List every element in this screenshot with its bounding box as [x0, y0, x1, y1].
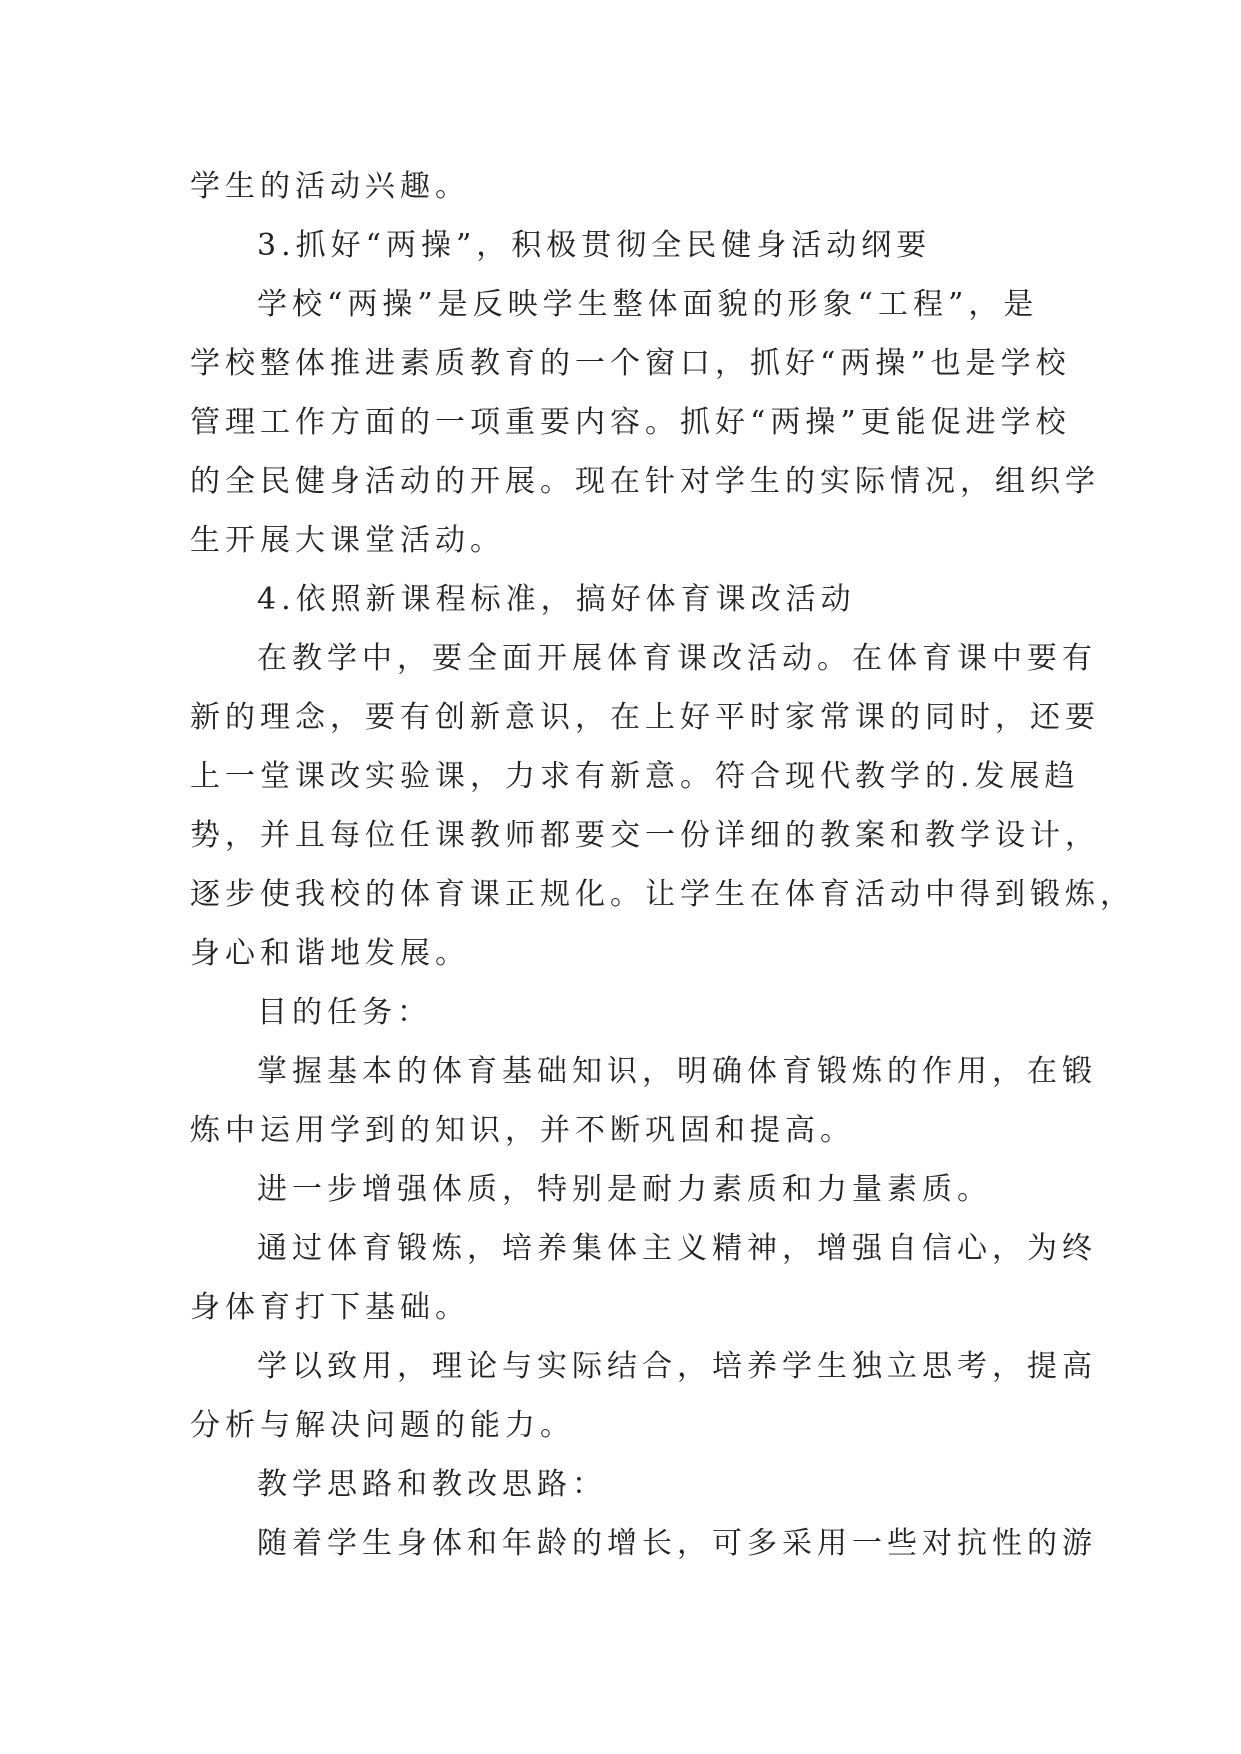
- text-line: 学校“两操”是反映学生整体面貌的形象“工程”，是: [257, 287, 1039, 322]
- text-line: 逐步使我校的体育课正规化。让学生在体育活动中得到锻炼，: [190, 877, 1135, 912]
- text-line: 学校整体推进素质教育的一个窗口，抓好“两操”也是学校: [190, 346, 1071, 381]
- text-line: 学以致用，理论与实际结合，培养学生独立思考，提高: [257, 1349, 1097, 1384]
- text-line: 进一步增强体质，特别是耐力素质和力量素质。: [257, 1172, 992, 1207]
- text-line: 的全民健身活动的开展。现在针对学生的实际情况，组织学: [190, 464, 1100, 499]
- text-line: 掌握基本的体育基础知识，明确体育锻炼的作用，在锻: [257, 1054, 1097, 1089]
- section-heading: 4.依照新课程标准，搞好体育课改活动: [257, 582, 856, 617]
- text-line: 管理工作方面的一项重要内容。抓好“两操”更能促进学校: [190, 405, 1071, 440]
- text-line: 新的理念，要有创新意识，在上好平时家常课的同时，还要: [190, 700, 1100, 735]
- text-line: 身心和谐地发展。: [190, 936, 470, 971]
- text-line: 通过体育锻炼，培养集体主义精神，增强自信心，为终: [257, 1231, 1097, 1266]
- text-line: 身体育打下基础。: [190, 1290, 470, 1325]
- text-line: 生开展大课堂活动。: [190, 523, 505, 558]
- subheading: 教学思路和教改思路：: [257, 1467, 607, 1502]
- text-line: 随着学生身体和年龄的增长，可多采用一些对抗性的游: [257, 1526, 1097, 1561]
- text-line: 势，并且每位任课教师都要交一份详细的教案和教学设计，: [190, 818, 1100, 853]
- document-body: [190, 157, 1135, 1573]
- text-line: 在教学中，要全面开展体育课改活动。在体育课中要有: [257, 641, 1097, 676]
- text-line: 分析与解决问题的能力。: [190, 1408, 575, 1443]
- text-line: 学生的活动兴趣。: [190, 169, 470, 204]
- text-line: 上一堂课改实验课，力求有新意。符合现代教学的.发展趋: [190, 759, 1080, 794]
- subheading: 目的任务：: [257, 995, 432, 1030]
- text-line: 炼中运用学到的知识，并不断巩固和提高。: [190, 1113, 855, 1148]
- section-heading: 3.抓好“两操”，积极贯彻全民健身活动纲要: [257, 228, 932, 263]
